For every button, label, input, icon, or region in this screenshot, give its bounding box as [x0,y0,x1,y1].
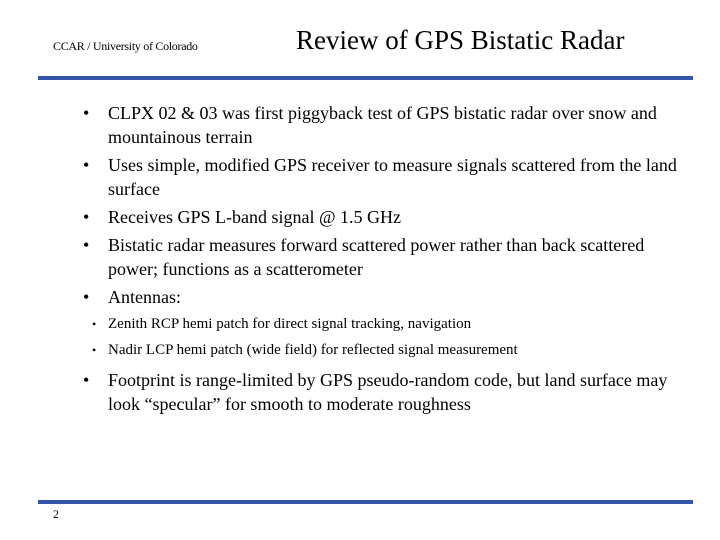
organization-label: CCAR / University of Colorado [53,39,198,53]
header-divider [38,76,693,80]
bullet-list [83,101,693,420]
sub-bullet-item: • Nadir LCP hemi patch (wide field) for reflected signal measurement [83,340,693,360]
sub-bullet-item: • Zenith RCP hemi patch for direct signal tracking, navigation [83,314,693,334]
bullet-item: • Receives GPS L-band signal @ 1.5 GHz [83,205,693,229]
sub-bullet-list [83,314,693,360]
bullet-item-footprint: • Footprint is range-limited by GPS pseudo-random code, but land surface may look “specular” for smooth to moderate roughness [83,368,693,416]
bullet-item: • Uses simple, modified GPS receiver to measure signals scattered from the land surface [83,153,693,201]
bullet-item: • Bistatic radar measures forward scattered power rather than back scattered power; functions as a scatterometer [83,233,693,281]
footer-divider [38,500,693,504]
slide-title: Review of GPS Bistatic Radar [296,25,625,55]
sub-bullet-container [83,314,693,360]
bullet-item-antennas: • Antennas: [83,285,693,309]
page-number: 2 [53,507,59,521]
bullet-item: • CLPX 02 & 03 was first piggyback test of GPS bistatic radar over snow and mountainous terrain [83,101,693,149]
